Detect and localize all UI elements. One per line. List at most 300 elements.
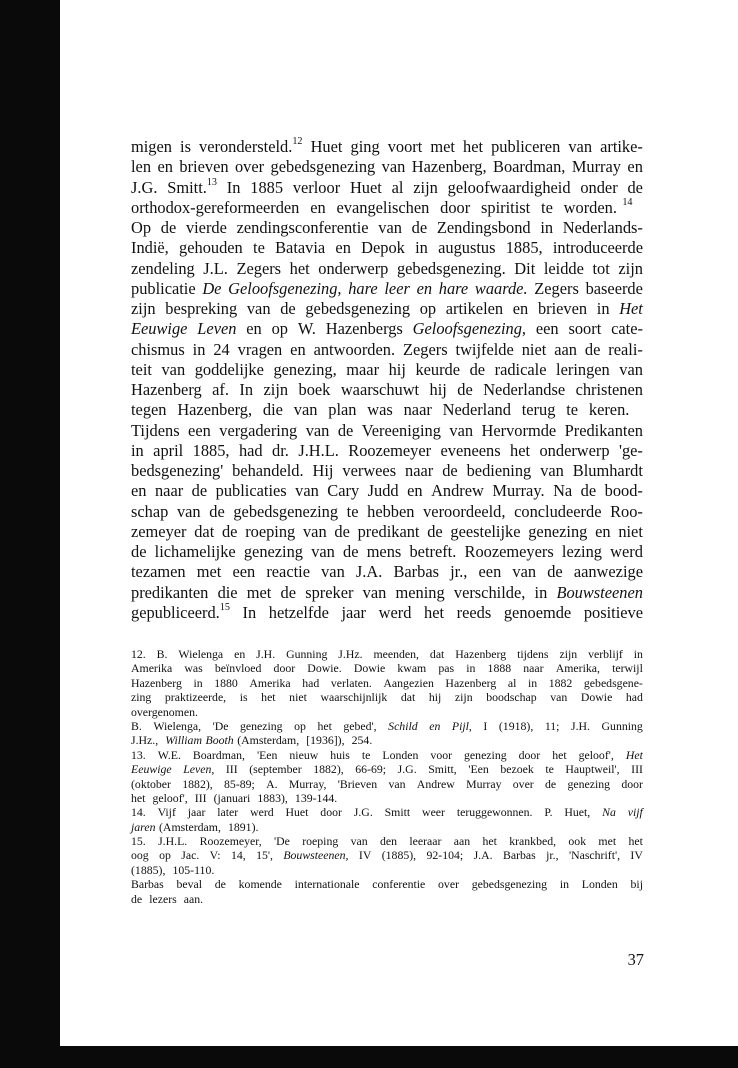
word: III <box>194 790 207 805</box>
word: 14. <box>131 805 146 820</box>
word: publicaties <box>215 481 287 501</box>
footnote-line <box>131 877 643 891</box>
word: 'ge- <box>619 440 643 460</box>
word: hetzelfde <box>268 602 329 622</box>
word: Zendingsbond <box>436 218 531 237</box>
footnote-line <box>131 676 643 690</box>
word: door <box>273 661 296 676</box>
word: Zegers <box>534 278 579 298</box>
word: J.A. <box>355 562 383 582</box>
word: Londen <box>581 877 618 892</box>
word: van <box>321 562 345 582</box>
word: in <box>527 675 538 690</box>
word: verondersteld.$^{12}$ <box>199 136 303 156</box>
word: leer <box>384 278 410 298</box>
word: een <box>478 562 502 582</box>
word: IV <box>358 848 372 863</box>
word: Amerika <box>249 675 291 690</box>
word: Nederland <box>442 400 511 420</box>
word: praktizeerde, <box>164 690 227 705</box>
word: in <box>633 647 643 661</box>
text-line <box>131 299 643 319</box>
word: III <box>631 762 643 777</box>
word: werd <box>250 805 274 820</box>
word: Cary <box>327 481 360 501</box>
word: leringen <box>556 359 610 379</box>
word: was <box>367 400 393 420</box>
word: III <box>225 762 238 777</box>
word: plan <box>328 400 357 420</box>
word: genezing <box>464 747 507 762</box>
word: (1885), <box>381 848 417 863</box>
word: het <box>317 718 332 733</box>
word: artikelen <box>445 299 504 318</box>
word: aanwezige <box>573 562 643 582</box>
word: genezing <box>239 718 283 733</box>
word: de <box>411 218 428 237</box>
word: het <box>131 790 146 805</box>
footnote-line <box>131 733 643 747</box>
text-line <box>131 137 643 157</box>
word: genezing <box>528 521 588 541</box>
word: werd <box>378 602 412 622</box>
word: 105-110. <box>172 862 215 877</box>
word: een <box>535 319 559 339</box>
word: leidde <box>543 258 584 278</box>
word: [1936]), <box>306 733 345 748</box>
text-line <box>131 198 643 218</box>
word: 'Een <box>256 747 278 762</box>
word: keurde <box>415 359 461 379</box>
word: publicatie <box>131 278 196 298</box>
word: veroordeeld, <box>423 501 506 521</box>
word: (januari <box>213 790 251 805</box>
word: zing <box>131 690 152 705</box>
word: In <box>239 380 254 399</box>
word: op <box>159 848 171 863</box>
text-line <box>131 319 643 339</box>
word: van <box>295 481 319 501</box>
word: brieven <box>537 299 588 318</box>
text-line <box>131 380 643 400</box>
word: Geloofsgenezing, <box>228 278 342 298</box>
word: van <box>540 461 564 480</box>
word: beïnvloed <box>214 661 262 676</box>
word: niet <box>618 521 643 541</box>
word: over <box>512 776 534 791</box>
word: Dowie <box>580 690 613 705</box>
footnote-line <box>131 661 643 675</box>
word: van <box>378 218 402 237</box>
word: (1918), <box>498 718 534 733</box>
word: die <box>262 400 283 420</box>
word: (september <box>249 762 302 777</box>
word: en <box>416 278 433 298</box>
word: Hauptweil', <box>565 762 620 777</box>
word: soort <box>568 319 602 339</box>
word: vragen <box>237 339 283 359</box>
word: en <box>335 238 351 258</box>
word: beval <box>176 877 203 892</box>
word: 'Brieven <box>337 776 378 791</box>
word: chismus <box>131 339 185 359</box>
word: (Amsterdam, <box>159 819 221 834</box>
word: de <box>343 542 359 561</box>
word: keren. <box>588 400 630 420</box>
word: Predikanten <box>564 420 643 440</box>
word: boodschap <box>486 690 537 705</box>
word: augustus <box>438 238 496 258</box>
word: de <box>627 177 643 197</box>
page-number: 37 <box>627 950 644 969</box>
word: Hazenberg <box>455 647 507 661</box>
footnote-line <box>131 805 643 819</box>
word: de <box>131 891 143 906</box>
word: roeping <box>302 834 339 849</box>
word: en <box>595 521 611 541</box>
word: Huet <box>349 177 382 197</box>
word: in <box>415 238 428 258</box>
word: was <box>184 661 203 676</box>
word: 'Een <box>468 762 489 777</box>
word: van <box>568 137 593 156</box>
word: spreker <box>305 582 354 602</box>
word: niet <box>289 690 307 705</box>
word: krankbed, <box>509 834 557 849</box>
word: die <box>217 582 238 602</box>
word: voort <box>387 137 423 156</box>
word: hebben <box>367 501 415 521</box>
word: van <box>161 359 186 379</box>
word: Het <box>625 747 643 762</box>
word: jaar <box>187 805 206 820</box>
word: orthodox-gereformeerden <box>131 197 300 217</box>
word: lezers <box>149 891 177 906</box>
text-line <box>131 238 643 258</box>
word: de <box>334 521 350 541</box>
word: Hazenberg <box>131 675 182 690</box>
word: geloof', <box>152 790 188 805</box>
text-line <box>131 481 643 501</box>
word: Andrew <box>431 481 484 501</box>
word: van <box>619 359 643 379</box>
word: (oktober <box>131 776 171 791</box>
word: 1891). <box>227 819 259 834</box>
word: J.H.L. <box>158 834 188 849</box>
word: 11; <box>544 718 560 733</box>
word: en <box>234 647 246 661</box>
word: Batavia <box>275 238 326 258</box>
word: van <box>246 299 271 318</box>
word: Eeuwige <box>131 762 172 777</box>
word: gebedsgenezing <box>233 501 339 521</box>
word: Hazenberg, <box>177 400 253 420</box>
word: in <box>534 582 548 602</box>
word: en <box>290 339 306 359</box>
word: baseerde <box>585 278 643 298</box>
word: Murray. <box>492 481 545 501</box>
word: J.A. <box>473 848 493 863</box>
word: hij <box>428 690 442 705</box>
word: Hervormde <box>481 420 557 440</box>
word: genezing <box>243 542 304 561</box>
word: Hazenberg, <box>411 157 487 177</box>
word: gebed', <box>343 718 377 733</box>
word: de <box>580 481 597 501</box>
word: verloor <box>292 177 341 197</box>
word: en <box>157 157 173 177</box>
word: J.H. <box>570 718 590 733</box>
word: W. <box>297 319 316 339</box>
word: Huet <box>310 137 343 156</box>
word: en <box>131 481 147 501</box>
word: in <box>559 877 569 892</box>
word: pas <box>438 661 455 676</box>
word: predikanten <box>131 582 209 602</box>
word: Roozemeyer, <box>199 834 262 849</box>
text-line <box>131 259 643 279</box>
word: en <box>429 718 441 733</box>
word: boek <box>298 380 331 399</box>
word: te <box>346 501 359 521</box>
word: christenen <box>575 380 643 399</box>
word: de <box>442 461 458 480</box>
word: positieve <box>583 602 643 622</box>
word: Eeuwige <box>131 319 188 339</box>
word: Het <box>619 299 643 318</box>
word: bediening <box>466 461 532 480</box>
word: gebedsgenezing. <box>396 258 506 278</box>
word: maar <box>346 359 380 379</box>
word: Jac. <box>181 848 200 863</box>
word: twijfelde <box>455 339 514 359</box>
word: Op <box>131 218 152 237</box>
word: zijn <box>454 690 473 705</box>
word: Hazenberg <box>131 380 202 399</box>
word: van <box>350 834 368 849</box>
word: dr. <box>272 440 289 460</box>
word: met <box>196 562 222 582</box>
word: Leven, <box>183 762 215 777</box>
word: Dowie <box>353 661 386 676</box>
word: De <box>202 278 222 298</box>
word: in <box>193 675 203 690</box>
word: de <box>547 562 563 582</box>
word: Amerika, <box>555 661 600 676</box>
word: A. <box>266 776 278 791</box>
word: 15. <box>131 834 146 849</box>
word: 'De <box>274 834 290 849</box>
word: op <box>271 319 288 339</box>
word: tegen <box>131 400 167 420</box>
word: 85-89; <box>224 776 255 791</box>
word: Depok <box>361 238 405 258</box>
footnote-ref: 14 <box>622 196 633 208</box>
word: weer <box>422 805 445 820</box>
word: over <box>438 877 459 892</box>
word: de <box>337 420 354 440</box>
word: Na <box>602 805 616 820</box>
word: Murray <box>466 776 502 791</box>
text-line <box>131 461 643 481</box>
word: hij <box>388 359 406 379</box>
word: van <box>381 157 406 177</box>
word: door <box>621 776 643 791</box>
word: door <box>320 805 342 820</box>
word: 1880 <box>214 675 238 690</box>
word: Huet, <box>564 805 591 820</box>
word: bood- <box>604 481 643 501</box>
word: Geloofsgenezing, <box>412 319 527 339</box>
word: 1885 <box>250 177 284 197</box>
word: tot <box>592 258 610 278</box>
word: bij <box>630 877 643 892</box>
word: 14, <box>230 848 246 863</box>
word: jaren <box>131 819 156 834</box>
word: bezoek <box>500 762 534 777</box>
word: aan. <box>183 891 204 906</box>
word: zijn <box>559 647 578 661</box>
word: Leven <box>197 319 237 339</box>
word: huis <box>330 747 350 762</box>
word: 1882), <box>182 776 213 791</box>
word: Zegers <box>236 258 282 278</box>
word: niet <box>521 339 547 359</box>
word: de <box>160 218 177 237</box>
word: april <box>153 440 184 460</box>
word: J.H.L. <box>298 440 339 460</box>
word: Gunning <box>286 647 328 661</box>
text-line <box>131 562 643 582</box>
word: later <box>217 805 239 820</box>
word: naar <box>403 400 432 420</box>
footnote-line <box>131 705 643 719</box>
word: zendingsconferentie <box>236 218 369 237</box>
word: naar <box>523 661 544 676</box>
word: van <box>362 582 387 602</box>
word: jaar <box>341 602 367 622</box>
word: en <box>627 157 643 177</box>
word: gepubliceerd.$^{15}$ <box>131 601 230 622</box>
word: evangelischen <box>336 197 430 217</box>
word: verblijf <box>588 647 623 661</box>
word: Huet <box>285 805 309 820</box>
word: 1882 <box>548 675 573 690</box>
word: werd <box>610 542 643 561</box>
footnote-line <box>131 777 643 791</box>
word: en <box>407 481 423 501</box>
word: J.Hz. <box>338 647 363 661</box>
word: Barbas <box>131 877 164 892</box>
word: het <box>510 440 531 460</box>
word: meenden, <box>373 647 419 661</box>
word: door <box>440 197 471 217</box>
word: te <box>541 197 553 217</box>
word: van <box>449 420 474 440</box>
word: reeds <box>456 602 492 622</box>
footnote-line <box>131 748 643 762</box>
word: P. <box>544 805 553 820</box>
word: Dit <box>514 258 536 278</box>
word: Gunning <box>601 718 643 733</box>
text-line <box>131 360 643 380</box>
word: Andrew <box>416 776 455 791</box>
word: behandeld. <box>232 461 304 480</box>
footnote-line <box>131 647 643 661</box>
word: artike- <box>600 137 643 156</box>
word: zijn <box>131 299 156 318</box>
word: nieuw <box>289 747 319 762</box>
word: 92-104; <box>426 848 464 863</box>
word: In <box>242 602 257 622</box>
word: van <box>176 501 201 521</box>
word: mens <box>366 542 402 561</box>
footnote-ref: 12 <box>292 136 303 148</box>
footnote-line <box>131 848 643 862</box>
word: 254. <box>351 733 373 748</box>
word: af. <box>212 380 229 399</box>
word: dat <box>429 647 445 661</box>
word: met <box>246 582 272 602</box>
word: hare <box>348 278 378 298</box>
word: Hazenbergs <box>325 319 403 339</box>
word: teit <box>131 359 152 379</box>
word: Roo- <box>610 501 643 521</box>
word: tezamen <box>131 562 186 582</box>
word: komende <box>238 877 282 892</box>
word: Smitt, <box>428 762 457 777</box>
footnote-line <box>131 791 643 805</box>
word: aan <box>554 339 577 359</box>
word: bedsgenezing' <box>131 461 224 480</box>
word: (Amsterdam, <box>237 733 300 748</box>
word: terug <box>521 400 556 420</box>
word: Indië, <box>131 238 169 258</box>
word: gebedsgenezing <box>471 877 548 892</box>
word: en <box>512 299 529 318</box>
word: hij <box>429 380 447 399</box>
word: jr., <box>546 848 559 863</box>
word: vergadering <box>219 420 298 440</box>
word: 1885, <box>192 440 230 460</box>
word: mening <box>395 582 445 602</box>
word: in <box>540 218 554 237</box>
word: van <box>311 542 335 561</box>
word: Wielenga, <box>153 718 202 733</box>
word: een <box>188 420 211 440</box>
word: geloof', <box>578 747 614 762</box>
word: dat <box>194 521 215 541</box>
word: het <box>482 834 497 849</box>
word: al <box>391 177 404 197</box>
word: predikant <box>357 521 420 541</box>
word: genezing, <box>273 359 337 379</box>
word: V: <box>209 848 221 863</box>
word: (1885), <box>131 862 166 877</box>
word: verschilde, <box>453 582 526 602</box>
word: 1885, <box>505 238 543 258</box>
word: William <box>165 733 202 748</box>
word: Na <box>553 481 573 501</box>
word: Dowie. <box>307 661 342 676</box>
word: Smitt <box>384 805 411 820</box>
word: een <box>232 562 256 582</box>
footnote-line <box>131 690 643 704</box>
word: de <box>131 542 147 561</box>
scan-edge-left <box>0 0 60 1068</box>
word: IV <box>630 848 643 863</box>
word: 1888 <box>487 661 512 676</box>
